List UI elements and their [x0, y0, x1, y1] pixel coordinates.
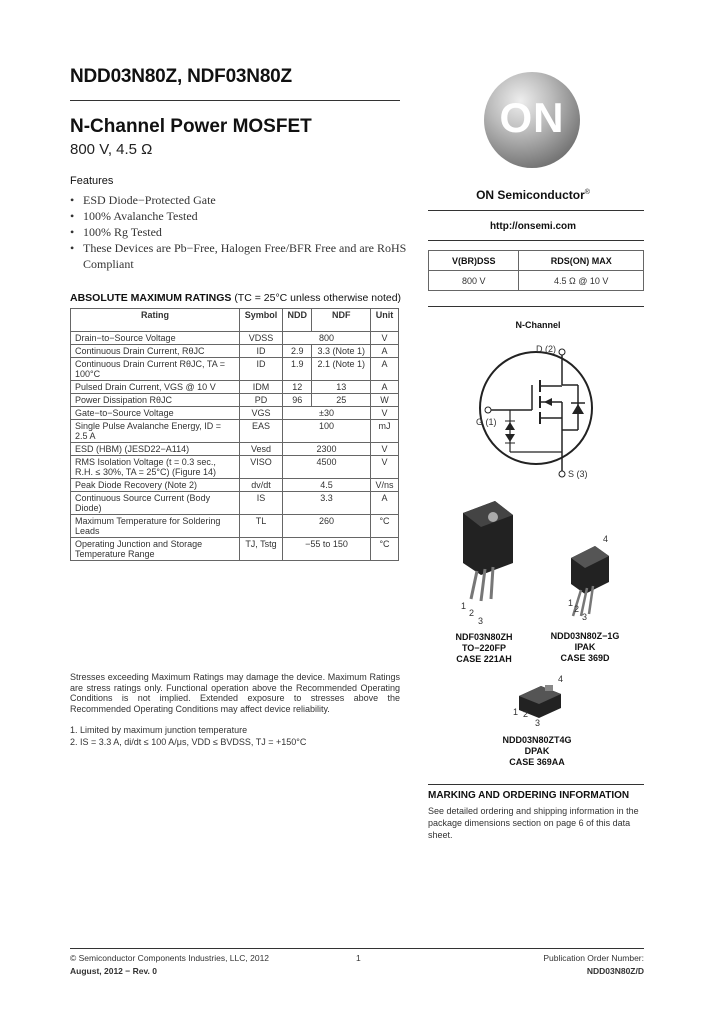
cell-symbol: VGS	[240, 407, 283, 420]
schematic-title: N-Channel	[515, 320, 561, 330]
pkg2-pin-3: 3	[582, 612, 588, 622]
cell-rating: Drain−to−Source Voltage	[71, 332, 240, 345]
feature-item: • ESD Diode−Protected Gate	[70, 192, 410, 208]
cell-ndf: 2.1 (Note 1)	[312, 358, 371, 381]
cell-unit: A	[371, 492, 399, 515]
cell-unit: A	[371, 358, 399, 381]
cell-symbol: EAS	[240, 420, 283, 443]
table-row	[429, 251, 644, 271]
table-row	[71, 538, 399, 561]
url-divider	[428, 240, 644, 241]
features-list	[70, 192, 410, 272]
spec-value-vbr: 800 V	[429, 271, 519, 291]
amr-heading	[70, 292, 401, 304]
marking-heading: MARKING AND ORDERING INFORMATION	[428, 790, 630, 801]
notes	[70, 724, 306, 748]
package-case: CASE 221AH	[456, 654, 512, 664]
col-symbol: Symbol	[240, 309, 283, 332]
cell-rating: Power Dissipation RθJC	[71, 394, 240, 407]
title-divider	[70, 100, 400, 101]
cell-ndd: 12	[282, 381, 312, 394]
features-heading: Features	[70, 175, 114, 187]
cell-symbol: dv/dt	[240, 479, 283, 492]
note-2: 2. IS = 3.3 A, di/dt ≤ 100 A/μs, VDD ≤ BVDSS, TJ = +150°C	[70, 737, 307, 747]
cell-unit: °C	[371, 515, 399, 538]
package-case: CASE 369D	[560, 653, 610, 663]
cell-symbol: VISO	[240, 456, 283, 479]
cell-unit: °C	[371, 538, 399, 561]
package-ipak	[540, 631, 630, 664]
table-row	[71, 492, 399, 515]
cell-unit: W	[371, 394, 399, 407]
table-row	[71, 394, 399, 407]
table-row	[71, 479, 399, 492]
cell-ndd: 800	[282, 332, 370, 345]
package-part: NDD03N80ZT4G	[502, 735, 572, 745]
voltage-rating: 800 V, 4.5 Ω	[70, 141, 153, 158]
table-row	[71, 345, 399, 358]
cell-ndd: 2300	[282, 443, 370, 456]
company-name	[458, 188, 608, 202]
footer-divider	[70, 948, 644, 949]
cell-rating: RMS Isolation Voltage (t = 0.3 sec., R.H. ≤ 30%, TA = 25°C) (Figure 14)	[71, 456, 240, 479]
cell-symbol: PD	[240, 394, 283, 407]
part-numbers-title: NDD03N80Z, NDF03N80Z	[70, 66, 292, 87]
cell-unit: A	[371, 345, 399, 358]
pkg3-pin-4: 4	[558, 674, 564, 684]
pkg3-pin-1: 1	[513, 707, 519, 717]
cell-unit: V	[371, 332, 399, 345]
cell-rating: Operating Junction and Storage Temperature Range	[71, 538, 240, 561]
package-type: IPAK	[574, 642, 596, 652]
registered-mark: ®	[584, 189, 590, 196]
mosfet-schematic-symbol	[470, 340, 610, 485]
col-ndf: NDF	[312, 309, 371, 332]
company-text: ON Semiconductor	[476, 188, 585, 202]
table-row	[71, 358, 399, 381]
cell-rating: ESD (HBM) (JESD22−A114)	[71, 443, 240, 456]
cell-rating: Gate−to−Source Voltage	[71, 407, 240, 420]
col-unit: Unit	[371, 309, 399, 332]
table-row	[71, 332, 399, 345]
brand-divider	[428, 210, 644, 211]
cell-symbol: ID	[240, 345, 283, 358]
pkg2-pin-4: 4	[603, 534, 609, 544]
spec-header-vbr: V(BR)DSS	[429, 251, 519, 271]
cell-ndd: 3.3	[282, 492, 370, 515]
cell-symbol: Vesd	[240, 443, 283, 456]
footer-date: August, 2012 − Rev. 0	[70, 966, 158, 976]
footer-copyright: © Semiconductor Components Industries, LLC, 2012	[70, 953, 270, 963]
pkg3-pin-2: 2	[523, 709, 529, 719]
package-type: TO−220FP	[461, 643, 507, 653]
amr-condition: (TC = 25°C unless otherwise noted)	[234, 292, 402, 304]
package-part: NDD03N80Z−1G	[550, 631, 620, 641]
stress-note: Stresses exceeding Maximum Ratings may damage the device. Maximum Ratings are stress ratings only. Functional operation above the Recommended Operating Conditions is not implied. Extended exposure to stresses above the Recommended Operating Conditions may affect device reliability.	[70, 672, 400, 714]
cell-ndd: −55 to 150	[282, 538, 370, 561]
amr-heading-text: ABSOLUTE MAXIMUM RATINGS	[70, 292, 232, 304]
cell-rating: Continuous Drain Current RθJC, TA = 100°C	[71, 358, 240, 381]
pkg1-pin-2: 2	[469, 608, 475, 618]
package-dpak	[482, 735, 592, 768]
cell-rating: Continuous Source Current (Body Diode)	[71, 492, 240, 515]
package-case: CASE 369AA	[509, 757, 565, 767]
cell-ndd: 2.9	[282, 345, 312, 358]
table-row	[71, 456, 399, 479]
cell-symbol: IDM	[240, 381, 283, 394]
cell-rating: Pulsed Drain Current, VGS @ 10 V	[71, 381, 240, 394]
drain-label: D (2)	[536, 344, 556, 354]
cell-unit: mJ	[371, 420, 399, 443]
to220fp-package-image	[455, 495, 525, 605]
cell-ndd: 1.9	[282, 358, 312, 381]
cell-ndf: 25	[312, 394, 371, 407]
on-semiconductor-logo	[484, 72, 580, 168]
pkg3-pin-3: 3	[535, 718, 541, 728]
product-title: N-Channel Power MOSFET	[70, 116, 312, 137]
table-row	[71, 443, 399, 456]
note-1: 1. Limited by maximum junction temperature	[70, 725, 248, 735]
cell-symbol: ID	[240, 358, 283, 381]
feature-item: • 100% Rg Tested	[70, 224, 410, 240]
cell-rating: Single Pulse Avalanche Energy, ID = 2.5 A	[71, 420, 240, 443]
feature-item: • These Devices are Pb−Free, Halogen Free/BFR Free and are RoHS Compliant	[70, 240, 410, 272]
spec-summary-table	[428, 250, 644, 291]
table-row	[71, 515, 399, 538]
website-link[interactable]: http://onsemi.com	[489, 221, 577, 232]
table-row	[71, 420, 399, 443]
cell-symbol: VDSS	[240, 332, 283, 345]
pkg2-pin-2: 2	[574, 604, 580, 614]
package-type: DPAK	[524, 746, 550, 756]
table-header-row	[71, 309, 399, 332]
cell-rating: Continuous Drain Current, RθJC	[71, 345, 240, 358]
footer-pub-label: Publication Order Number:	[543, 953, 644, 963]
cell-unit: A	[371, 381, 399, 394]
cell-ndd: ±30	[282, 407, 370, 420]
cell-symbol: TL	[240, 515, 283, 538]
pkg1-pin-3: 3	[478, 616, 484, 626]
cell-ndd: 4.5	[282, 479, 370, 492]
footer-pub-number: NDD03N80Z/D	[586, 966, 644, 976]
cell-rating: Peak Diode Recovery (Note 2)	[71, 479, 240, 492]
col-rating: Rating	[71, 309, 240, 332]
spec-header-rds: RDS(ON) MAX	[519, 251, 644, 271]
cell-ndd: 100	[282, 420, 370, 443]
pkg2-pin-1: 1	[568, 598, 574, 608]
source-label: S (3)	[568, 469, 588, 479]
cell-unit: V	[371, 443, 399, 456]
cell-symbol: IS	[240, 492, 283, 515]
spec-value-rds: 4.5 Ω @ 10 V	[519, 271, 644, 291]
cell-unit: V/ns	[371, 479, 399, 492]
absolute-max-ratings-table	[70, 308, 399, 561]
cell-rating: Maximum Temperature for Soldering Leads	[71, 515, 240, 538]
cell-ndd: 260	[282, 515, 370, 538]
cell-ndd: 96	[282, 394, 312, 407]
table-row	[71, 407, 399, 420]
package-part: NDF03N80ZH	[455, 632, 513, 642]
cell-ndf: 3.3 (Note 1)	[312, 345, 371, 358]
feature-item: • 100% Avalanche Tested	[70, 208, 410, 224]
footer-page-number: 1	[356, 953, 361, 963]
pkg1-pin-1: 1	[461, 601, 467, 611]
package-to220fp	[440, 632, 528, 665]
marking-text: See detailed ordering and shipping information in the package dimensions section on page 6 of this data sheet.	[428, 806, 639, 840]
gate-label: G (1)	[476, 417, 497, 427]
cell-ndf: 13	[312, 381, 371, 394]
cell-ndf: 4500	[282, 456, 370, 479]
cell-unit: V	[371, 456, 399, 479]
cell-symbol: TJ, Tstg	[240, 538, 283, 561]
table-row	[71, 381, 399, 394]
cell-unit: V	[371, 407, 399, 420]
table-row	[429, 271, 644, 291]
spec-divider	[428, 306, 644, 307]
col-ndd: NDD	[282, 309, 312, 332]
marking-divider	[428, 784, 644, 785]
logo-text: ON	[499, 94, 565, 141]
